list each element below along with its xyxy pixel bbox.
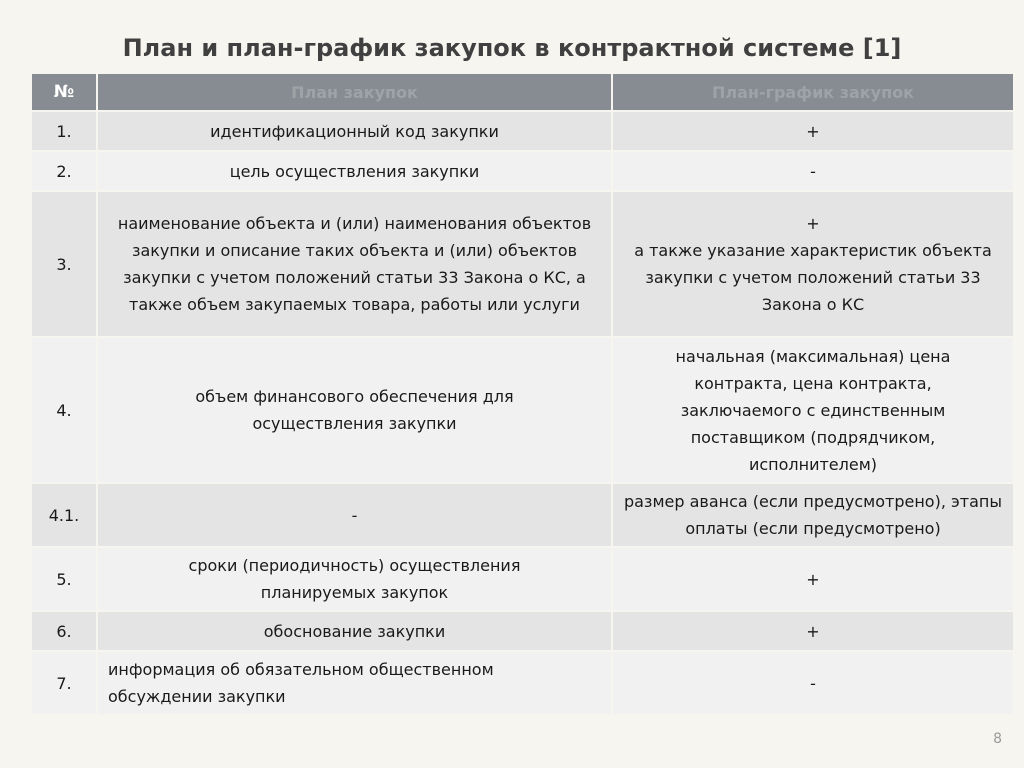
table-row	[32, 484, 1013, 546]
table-row	[32, 612, 1013, 650]
schedule-cell: +	[613, 112, 1013, 150]
plan-cell: сроки (периодичность) осуществления планируемых закупок	[98, 548, 611, 610]
table-row	[32, 652, 1013, 714]
schedule-cell: +	[613, 612, 1013, 650]
plan-cell: идентификационный код закупки	[98, 112, 611, 150]
row-number: 7.	[32, 652, 96, 714]
schedule-cell: +	[613, 548, 1013, 610]
row-number: 5.	[32, 548, 96, 610]
column-header-number: №	[32, 74, 96, 110]
plan-cell: цель осуществления закупки	[98, 152, 611, 190]
plan-cell: -	[98, 484, 611, 546]
schedule-cell: -	[613, 152, 1013, 190]
plan-cell: информация об обязательном общественном обсуждении закупки	[98, 652, 611, 714]
schedule-cell: + а также указание характеристик объекта закупки с учетом положений статьи 33 Закона о КС	[613, 192, 1013, 336]
plan-cell: обоснование закупки	[98, 612, 611, 650]
slide-title: План и план-график закупок в контрактной системе [1]	[122, 34, 902, 62]
plan-comparison-table	[30, 72, 1015, 716]
row-number: 1.	[32, 112, 96, 150]
row-number: 3.	[32, 192, 96, 336]
row-number: 2.	[32, 152, 96, 190]
row-number: 6.	[32, 612, 96, 650]
table-row	[32, 112, 1013, 150]
table-row	[32, 548, 1013, 610]
schedule-cell: размер аванса (если предусмотрено), этапы оплаты (если предусмотрено)	[613, 484, 1013, 546]
plan-cell: объем финансового обеспечения для осуществления закупки	[98, 338, 611, 482]
schedule-cell: начальная (максимальная) цена контракта, цена контракта, заключаемого с единственным поставщиком (подрядчиком, исполнителем)	[613, 338, 1013, 482]
table-row	[32, 338, 1013, 482]
table-row	[32, 152, 1013, 190]
schedule-cell: -	[613, 652, 1013, 714]
row-number: 4.1.	[32, 484, 96, 546]
page-number: 8	[993, 731, 1002, 747]
table-row	[32, 192, 1013, 336]
row-number: 4.	[32, 338, 96, 482]
table-header-row	[32, 74, 1013, 110]
plan-cell: наименование объекта и (или) наименования объектов закупки и описание таких объекта и (или) объектов закупки с учетом положений статьи 33 Закона о КС, а также объем закупаемых товара, работы или услуги	[98, 192, 611, 336]
column-header-plan: План закупок	[98, 74, 611, 110]
column-header-schedule: План-график закупок	[613, 74, 1013, 110]
